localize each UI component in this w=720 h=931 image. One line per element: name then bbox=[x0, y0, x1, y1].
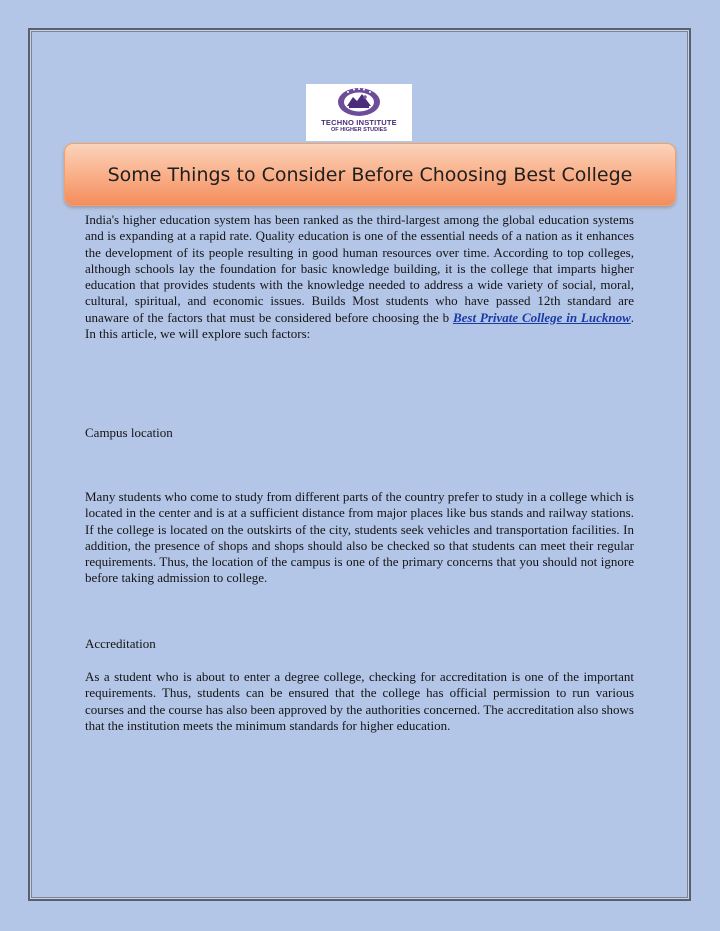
section-body-campus-location: Many students who come to study from different parts of the country prefer to study in a college which is located in the center and is at a sufficient distance from major places like bus stands and railway stations. If the college is located on the outskirts of the city, students seek vehicles and transportation facilities. In addition, the presence of shops and shops should also be checked so that students can meet their regular requirements. Thus, the location of the campus is one of the primary concerns that you should not ignore before taking admission to college. bbox=[85, 489, 634, 586]
section-heading-accreditation: Accreditation bbox=[85, 636, 156, 651]
best-private-college-link[interactable]: Best Private College in Lucknow bbox=[452, 309, 631, 325]
college-logo bbox=[306, 84, 412, 141]
section-heading-campus-location: Campus location bbox=[85, 425, 173, 440]
college-emblem-icon bbox=[335, 86, 383, 118]
logo-name-line1: TECHNO INSTITUTE bbox=[321, 118, 397, 127]
section-body-accreditation: As a student who is about to enter a degree college, checking for accreditation is one of the important requirements. Thus, students can be ensured that the college has official permission to run various courses and the course has also been approved by the authorities concerned. The accreditation also shows that the institution meets the minimum standards for higher education. bbox=[85, 669, 634, 733]
logo-name-line2: OF HIGHER STUDIES bbox=[331, 126, 387, 133]
intro-text-after-link: . In this article, we will explore such factors: bbox=[85, 309, 634, 341]
title-banner bbox=[64, 143, 676, 206]
page-title: Some Things to Consider Before Choosing Best College bbox=[107, 163, 633, 186]
intro-paragraph bbox=[85, 212, 634, 342]
intro-text-before-link: India's higher education system has been ranked as the third-largest among the global education systems and is expanding at a rapid rate. Quality education is one of the essential needs of a nation as it enhances the development of its people resulting in good human resources over time. According to top colleges, although schools lay the foundation for basic knowledge building, it is the college that imparts higher education that provides students with the knowledge needed to address a wide variety of social, moral, cultural, spiritual, and economic issues. Builds Most students who have passed 12th standard are unaware of the factors that must be considered before choosing the b bbox=[85, 212, 634, 325]
